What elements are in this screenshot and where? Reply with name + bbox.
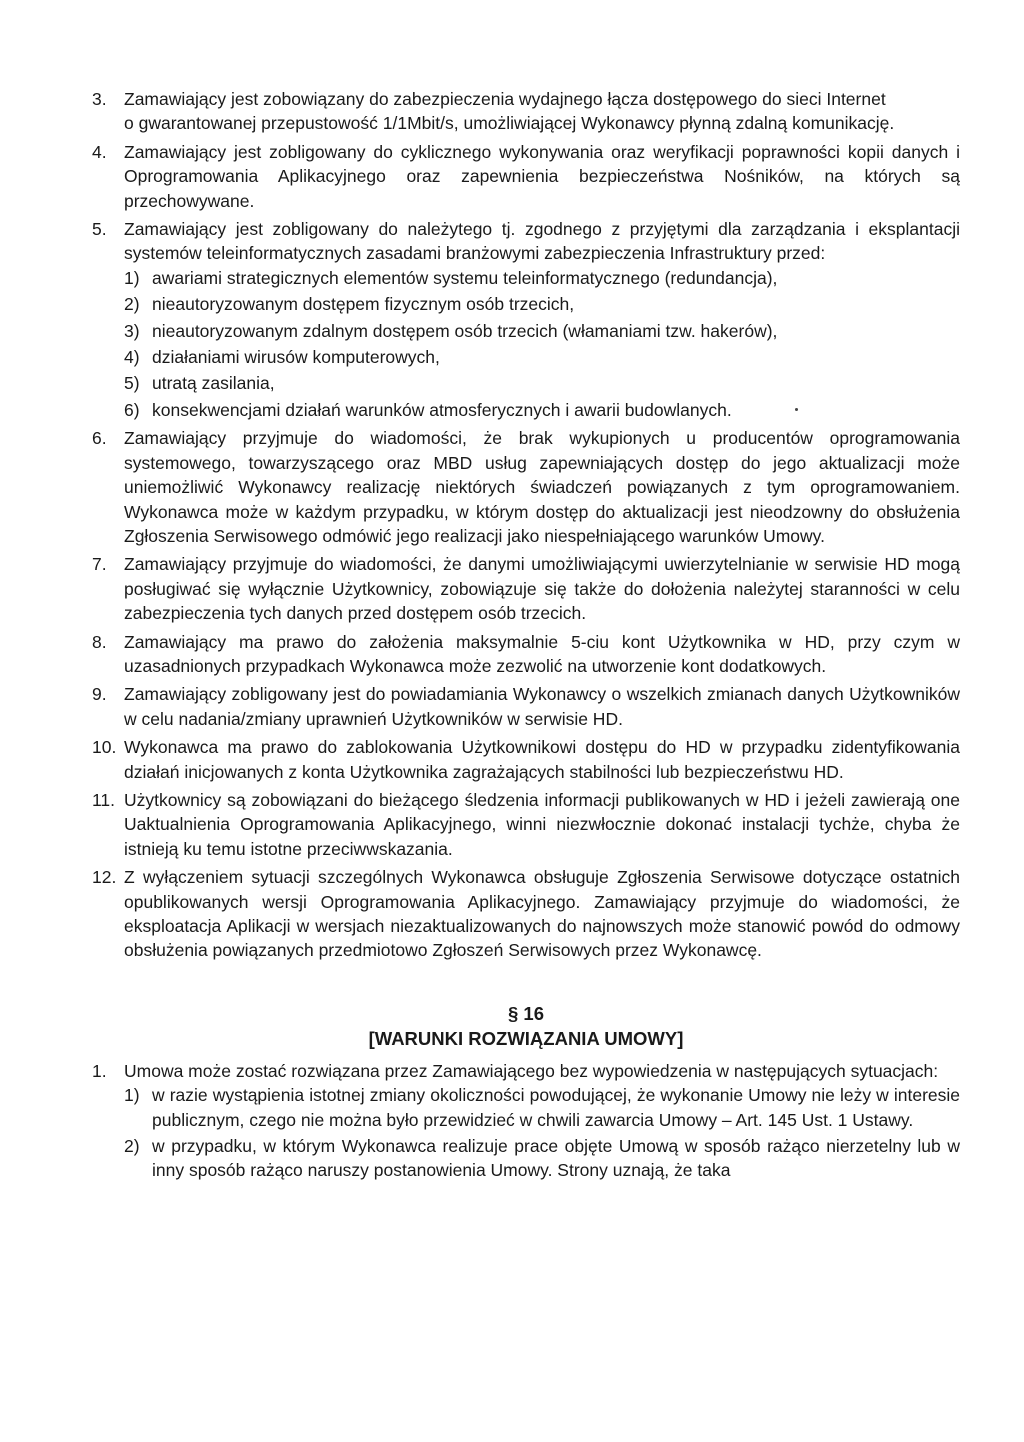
paragraph-number: 5. [92, 219, 107, 240]
paragraph-9 [92, 682, 960, 731]
paragraph-number: 6. [92, 428, 107, 449]
paragraph-12 [92, 865, 960, 963]
paragraph-number: 8. [92, 631, 107, 652]
paragraph-text: Zamawiający zobligowany jest do powiadamiania Wykonawcy o wszelkich zmianach danych Użytkowników w celu nadania/zmiany uprawnień Użytkowników w serwisie HD. [124, 684, 960, 729]
list-item [124, 292, 960, 316]
paragraph-text: Zamawiający jest zobowiązany do zabezpieczenia wydajnego łącza dostępowego do sieci Internet [124, 89, 886, 109]
list-item-text: awariami strategicznych elementów systemu teleinformatycznego (redundancja), [152, 267, 778, 288]
list-item-text: działaniami wirusów komputerowych, [152, 347, 440, 368]
paragraph-7 [92, 552, 960, 625]
sublist [124, 266, 960, 422]
list-item [124, 1134, 960, 1183]
list-item-number: 1) [124, 1085, 140, 1106]
list-item-text: w przypadku, w którym Wykonawca realizuje prace objęte Umową w sposób rażąco nierzetelny lub w inny sposób rażąco naruszy postanowienia Umowy. Strony uznają, że taka [152, 1136, 960, 1181]
section-title: [WARUNKI ROZWIĄZANIA UMOWY] [368, 1027, 684, 1049]
section16-paragraph-1 [92, 1059, 960, 1183]
paragraph-11 [92, 788, 960, 861]
paragraph-number: 1. [92, 1060, 107, 1081]
list-item [124, 319, 960, 343]
section-heading [92, 1001, 960, 1051]
list-item [124, 266, 960, 290]
paragraph-text: Wykonawca ma prawo do zablokowania Użytkownikowi dostępu do HD w przypadku zidentyfikowania działań inicjowanych z konta Użytkownika zagrażających stabilności lub bezpieczeństwu HD. [124, 737, 960, 782]
sublist [124, 1083, 960, 1183]
list-item-text: nieautoryzowanym dostępem fizycznym osób trzecich, [152, 294, 575, 315]
paragraph-text: Zamawiający jest zobligowany do cyklicznego wykonywania oraz weryfikacji poprawności kopii danych i Oprogramowania Aplikacyjnego oraz zapewnienia bezpieczeństwa Nośników, na których są przechowywane. [124, 141, 960, 211]
paragraph-10 [92, 735, 960, 784]
paragraph-text: Zamawiający przyjmuje do wiadomości, że danymi umożliwiającymi uwierzytelnianie w serwisie HD mogą posługiwać się wyłącznie Użytkownicy, zobowiązuje się także do dołożenia należytej staranności w celu zabezpieczenia tych danych przed dostępem osób trzecich. [124, 554, 960, 624]
paragraph-number: 11. [92, 789, 116, 810]
list-item-number: 2) [124, 294, 140, 315]
paragraph-4 [92, 140, 960, 213]
list-item [124, 371, 960, 395]
paragraph-number: 9. [92, 684, 107, 705]
paragraph-text: Zamawiający przyjmuje do wiadomości, że brak wykupionych u producentów oprogramowania systemowego, towarzyszącego oraz MBD usług zapewniających dostęp do jego aktualizacji może uniemożliwić Wykonawcy realizację niektórych świadczeń powiązanych z tym oprogramowaniem. Wykonawca może w każdym przypadku, w którym dostęp do aktualizacji jest nieodzowny do obsłużenia Zgłoszenia Serwisowego odmówić jego realizacji jako niespełniającego warunków Umowy. [124, 428, 960, 546]
scan-speck [795, 408, 798, 411]
paragraph-6 [92, 426, 960, 548]
list-item-text: konsekwencjami działań warunków atmosferycznych i awarii budowlanych. [152, 399, 732, 420]
list-item [124, 398, 960, 422]
paragraph-number: 12. [92, 867, 117, 888]
paragraph-text: Z wyłączeniem sytuacji szczególnych Wykonawca obsługuje Zgłoszenia Serwisowe dotyczące ostatnich opublikowanych wersji Oprogramowania Aplikacyjnego. Zamawiający przyjmuje do wiadomości, że eksploatacja Aplikacji w wersjach niezaktualizowanych do najnowszych może stanowić powód do odmowy obsłużenia powiązanych przedmiotowo Zgłoszeń Serwisowych przez Wykonawcę. [124, 867, 960, 961]
list-item-number: 2) [124, 1136, 140, 1157]
paragraph-text: Zamawiający ma prawo do założenia maksymalnie 5-ciu kont Użytkownika w HD, przy czym w uzasadnionych przypadkach Wykonawca może zezwolić na utworzenie kont dodatkowych. [124, 631, 960, 676]
paragraph-number: 4. [92, 141, 107, 162]
paragraph-text: Użytkownicy są zobowiązani do bieżącego śledzenia informacji publikowanych w HD i jeżeli zawierają one Uaktualnienia Oprogramowania Aplikacyjnego, winni niezwłocznie dokonać instalacji tychże, chyba że istnieją ku temu istotne przeciwwskazania. [124, 789, 960, 859]
paragraph-8 [92, 630, 960, 679]
paragraph-text-continued: o gwarantowanej przepustowość 1/1Mbit/s, umożliwiającej Wykonawcy płynną zdalną komunikację. [124, 113, 895, 134]
list-item-text: utratą zasilania, [152, 373, 275, 394]
list-item [124, 1083, 960, 1132]
list-item-number: 3) [124, 320, 140, 341]
list-item-text: w razie wystąpienia istotnej zmiany okoliczności powodującej, że wykonanie Umowy nie leży w interesie publicznym, czego nie można było przewidzieć w chwili zawarcia Umowy – Art. 145 Ust. 1 Ustawy. [152, 1085, 960, 1130]
paragraph-number: 3. [92, 89, 107, 109]
list-item-number: 1) [124, 267, 140, 288]
list-item-number: 6) [124, 399, 140, 420]
paragraph-text: Zamawiający jest zobligowany do należytego tj. zgodnego z przyjętymi dla zarządzania i eksplantacji systemów teleinformatycznych zasadami branżowymi zabezpieczenia Infrastruktury przed: [124, 219, 960, 264]
paragraph-5 [92, 217, 960, 422]
list-item-number: 4) [124, 347, 140, 368]
paragraph-number: 10. [92, 737, 117, 758]
list-item [124, 345, 960, 369]
paragraph-3 [92, 87, 960, 136]
section-number: § 16 [507, 1002, 544, 1024]
document-content [92, 87, 960, 1187]
paragraph-number: 7. [92, 554, 107, 575]
paragraph-text: Umowa może zostać rozwiązana przez Zamawiającego bez wypowiedzenia w następujących sytuacjach: [124, 1060, 939, 1081]
list-item-number: 5) [124, 373, 140, 394]
list-item-text: nieautoryzowanym zdalnym dostępem osób trzecich (włamaniami tzw. hakerów), [152, 320, 778, 341]
